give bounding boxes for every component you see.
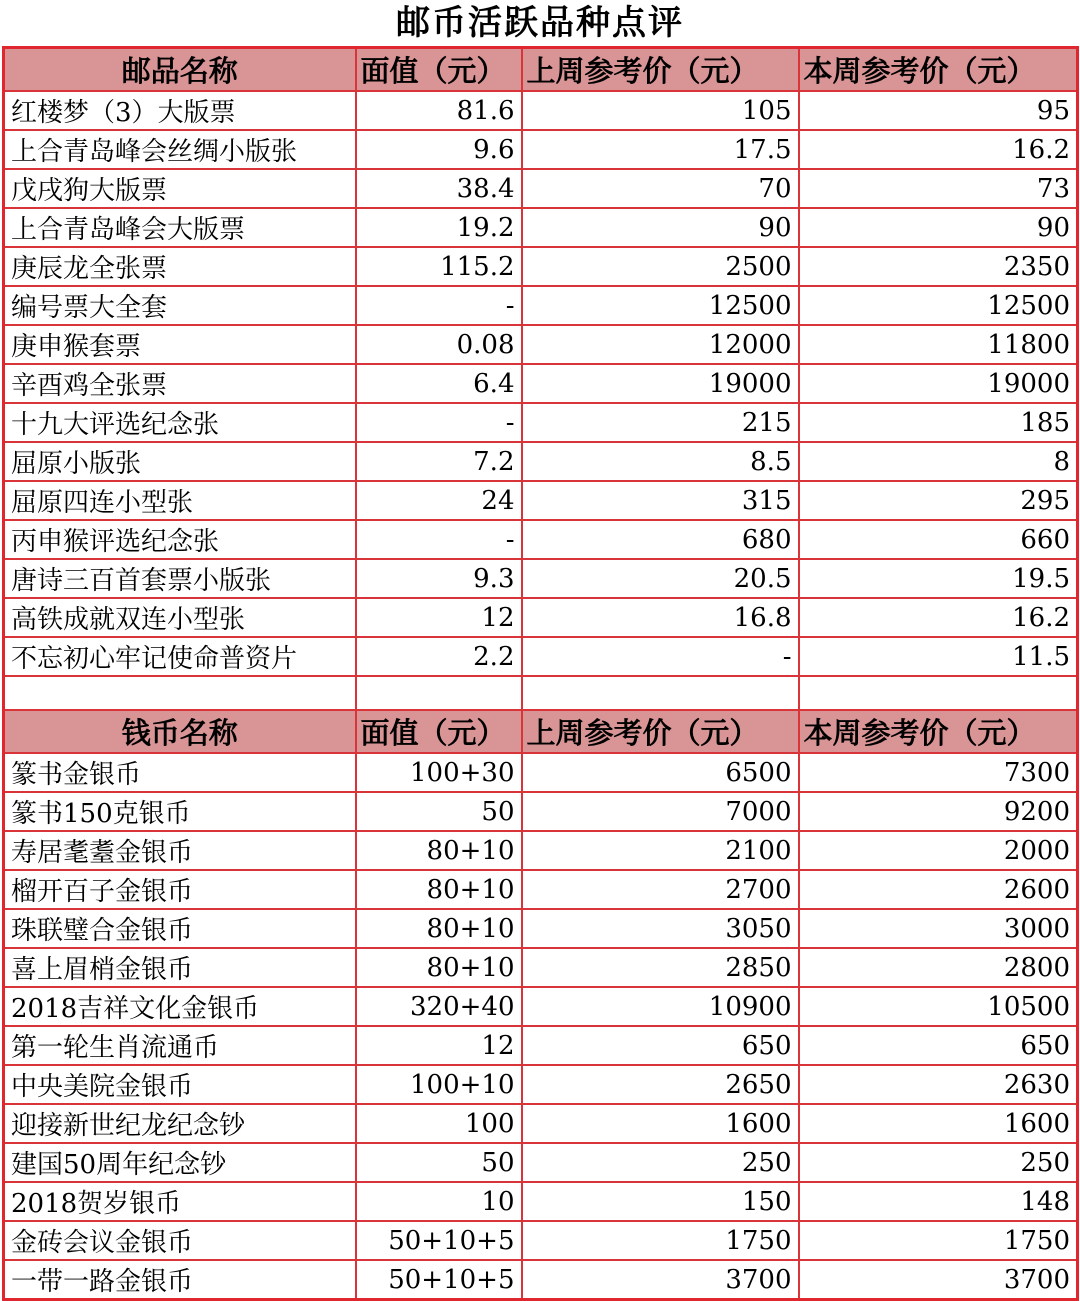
last-week-price-cell: - (522, 637, 799, 676)
price-table (2, 46, 1079, 1301)
face-value-cell: 80+10 (356, 948, 522, 987)
face-value-cell: 2.2 (356, 637, 522, 676)
table-row (4, 208, 1078, 247)
empty-cell (4, 676, 356, 710)
table-row (4, 481, 1078, 520)
last-week-price-cell: 90 (522, 208, 799, 247)
table-row (4, 286, 1078, 325)
last-week-price-cell: 650 (522, 1026, 799, 1065)
item-name-cell: 寿居耄耋金银币 (4, 831, 356, 870)
this-week-price-cell: 8 (799, 442, 1078, 481)
this-week-price-cell: 19.5 (799, 559, 1078, 598)
face-value-cell: 100+10 (356, 1065, 522, 1104)
this-week-price-cell: 295 (799, 481, 1078, 520)
item-name-cell: 金砖会议金银币 (4, 1221, 356, 1260)
item-name-cell: 红楼梦（3）大版票 (4, 91, 356, 130)
table-row (4, 753, 1078, 792)
table-row (4, 403, 1078, 442)
column-header: 面值（元） (356, 710, 522, 753)
face-value-cell: 100 (356, 1104, 522, 1143)
table-row (4, 169, 1078, 208)
face-value-cell: 50+10+5 (356, 1260, 522, 1300)
this-week-price-cell: 73 (799, 169, 1078, 208)
this-week-price-cell: 11.5 (799, 637, 1078, 676)
column-header: 钱币名称 (4, 710, 356, 753)
face-value-cell: 50+10+5 (356, 1221, 522, 1260)
face-value-cell: - (356, 520, 522, 559)
item-name-cell: 2018吉祥文化金银币 (4, 987, 356, 1026)
this-week-price-cell: 148 (799, 1182, 1078, 1221)
last-week-price-cell: 2650 (522, 1065, 799, 1104)
item-name-cell: 中央美院金银币 (4, 1065, 356, 1104)
table-row (4, 1065, 1078, 1104)
face-value-cell: 320+40 (356, 987, 522, 1026)
item-name-cell: 篆书金银币 (4, 753, 356, 792)
face-value-cell: - (356, 286, 522, 325)
face-value-cell: 24 (356, 481, 522, 520)
column-header: 本周参考价（元） (799, 48, 1078, 92)
column-header: 面值（元） (356, 48, 522, 92)
face-value-cell: 100+30 (356, 753, 522, 792)
face-value-cell: 80+10 (356, 870, 522, 909)
face-value-cell: - (356, 403, 522, 442)
this-week-price-cell: 2000 (799, 831, 1078, 870)
table-row (4, 637, 1078, 676)
item-name-cell: 丙申猴评选纪念张 (4, 520, 356, 559)
last-week-price-cell: 680 (522, 520, 799, 559)
this-week-price-cell: 2350 (799, 247, 1078, 286)
item-name-cell: 戊戌狗大版票 (4, 169, 356, 208)
table-row (4, 1221, 1078, 1260)
last-week-price-cell: 1750 (522, 1221, 799, 1260)
this-week-price-cell: 650 (799, 1026, 1078, 1065)
this-week-price-cell: 16.2 (799, 130, 1078, 169)
item-name-cell: 上合青岛峰会大版票 (4, 208, 356, 247)
table-row (4, 1143, 1078, 1182)
table-row (4, 598, 1078, 637)
table-row (4, 948, 1078, 987)
item-name-cell: 珠联璧合金银币 (4, 909, 356, 948)
this-week-price-cell: 3000 (799, 909, 1078, 948)
this-week-price-cell: 95 (799, 91, 1078, 130)
last-week-price-cell: 70 (522, 169, 799, 208)
this-week-price-cell: 660 (799, 520, 1078, 559)
spacer-row (4, 676, 1078, 710)
item-name-cell: 屈原小版张 (4, 442, 356, 481)
empty-cell (522, 676, 799, 710)
table-row (4, 792, 1078, 831)
face-value-cell: 50 (356, 1143, 522, 1182)
last-week-price-cell: 3050 (522, 909, 799, 948)
last-week-price-cell: 16.8 (522, 598, 799, 637)
table-row (4, 247, 1078, 286)
this-week-price-cell: 3700 (799, 1260, 1078, 1300)
last-week-price-cell: 2100 (522, 831, 799, 870)
item-name-cell: 十九大评选纪念张 (4, 403, 356, 442)
face-value-cell: 38.4 (356, 169, 522, 208)
table-row (4, 1182, 1078, 1221)
face-value-cell: 50 (356, 792, 522, 831)
item-name-cell: 喜上眉梢金银币 (4, 948, 356, 987)
table-row (4, 364, 1078, 403)
last-week-price-cell: 105 (522, 91, 799, 130)
last-week-price-cell: 20.5 (522, 559, 799, 598)
this-week-price-cell: 2600 (799, 870, 1078, 909)
table-row (4, 870, 1078, 909)
empty-cell (356, 676, 522, 710)
item-name-cell: 不忘初心牢记使命普资片 (4, 637, 356, 676)
table-row (4, 987, 1078, 1026)
this-week-price-cell: 2630 (799, 1065, 1078, 1104)
column-header: 上周参考价（元） (522, 48, 799, 92)
face-value-cell: 6.4 (356, 364, 522, 403)
page-title: 邮币活跃品种点评 (396, 3, 684, 43)
last-week-price-cell: 1600 (522, 1104, 799, 1143)
last-week-price-cell: 315 (522, 481, 799, 520)
item-name-cell: 2018贺岁银币 (4, 1182, 356, 1221)
table-row (4, 130, 1078, 169)
table-row (4, 1260, 1078, 1300)
column-header: 本周参考价（元） (799, 710, 1078, 753)
last-week-price-cell: 6500 (522, 753, 799, 792)
item-name-cell: 迎接新世纪龙纪念钞 (4, 1104, 356, 1143)
face-value-cell: 9.6 (356, 130, 522, 169)
face-value-cell: 0.08 (356, 325, 522, 364)
last-week-price-cell: 17.5 (522, 130, 799, 169)
this-week-price-cell: 90 (799, 208, 1078, 247)
face-value-cell: 115.2 (356, 247, 522, 286)
table-row (4, 325, 1078, 364)
item-name-cell: 上合青岛峰会丝绸小版张 (4, 130, 356, 169)
this-week-price-cell: 16.2 (799, 598, 1078, 637)
table-row (4, 559, 1078, 598)
last-week-price-cell: 19000 (522, 364, 799, 403)
item-name-cell: 辛酉鸡全张票 (4, 364, 356, 403)
this-week-price-cell: 1750 (799, 1221, 1078, 1260)
face-value-cell: 80+10 (356, 909, 522, 948)
coins-header-row (4, 710, 1078, 753)
last-week-price-cell: 8.5 (522, 442, 799, 481)
item-name-cell: 榴开百子金银币 (4, 870, 356, 909)
item-name-cell: 篆书150克银币 (4, 792, 356, 831)
item-name-cell: 第一轮生肖流通币 (4, 1026, 356, 1065)
table-row (4, 1026, 1078, 1065)
this-week-price-cell: 12500 (799, 286, 1078, 325)
item-name-cell: 高铁成就双连小型张 (4, 598, 356, 637)
item-name-cell: 唐诗三百首套票小版张 (4, 559, 356, 598)
table-row (4, 909, 1078, 948)
column-header: 上周参考价（元） (522, 710, 799, 753)
last-week-price-cell: 12000 (522, 325, 799, 364)
last-week-price-cell: 215 (522, 403, 799, 442)
table-row (4, 1104, 1078, 1143)
last-week-price-cell: 3700 (522, 1260, 799, 1300)
stamps-header-row (4, 48, 1078, 92)
face-value-cell: 80+10 (356, 831, 522, 870)
last-week-price-cell: 250 (522, 1143, 799, 1182)
item-name-cell: 庚辰龙全张票 (4, 247, 356, 286)
this-week-price-cell: 11800 (799, 325, 1078, 364)
last-week-price-cell: 7000 (522, 792, 799, 831)
table-row (4, 520, 1078, 559)
this-week-price-cell: 185 (799, 403, 1078, 442)
this-week-price-cell: 1600 (799, 1104, 1078, 1143)
last-week-price-cell: 2850 (522, 948, 799, 987)
last-week-price-cell: 12500 (522, 286, 799, 325)
this-week-price-cell: 250 (799, 1143, 1078, 1182)
face-value-cell: 12 (356, 598, 522, 637)
this-week-price-cell: 19000 (799, 364, 1078, 403)
item-name-cell: 庚申猴套票 (4, 325, 356, 364)
face-value-cell: 7.2 (356, 442, 522, 481)
face-value-cell: 81.6 (356, 91, 522, 130)
this-week-price-cell: 2800 (799, 948, 1078, 987)
price-table-body (4, 48, 1078, 1300)
this-week-price-cell: 10500 (799, 987, 1078, 1026)
item-name-cell: 编号票大全套 (4, 286, 356, 325)
this-week-price-cell: 9200 (799, 792, 1078, 831)
column-header: 邮品名称 (4, 48, 356, 92)
item-name-cell: 屈原四连小型张 (4, 481, 356, 520)
face-value-cell: 9.3 (356, 559, 522, 598)
empty-cell (799, 676, 1078, 710)
last-week-price-cell: 150 (522, 1182, 799, 1221)
item-name-cell: 建国50周年纪念钞 (4, 1143, 356, 1182)
face-value-cell: 19.2 (356, 208, 522, 247)
last-week-price-cell: 2500 (522, 247, 799, 286)
table-row (4, 91, 1078, 130)
this-week-price-cell: 7300 (799, 753, 1078, 792)
table-row (4, 831, 1078, 870)
item-name-cell: 一带一路金银币 (4, 1260, 356, 1300)
table-row (4, 442, 1078, 481)
face-value-cell: 12 (356, 1026, 522, 1065)
face-value-cell: 10 (356, 1182, 522, 1221)
last-week-price-cell: 2700 (522, 870, 799, 909)
last-week-price-cell: 10900 (522, 987, 799, 1026)
